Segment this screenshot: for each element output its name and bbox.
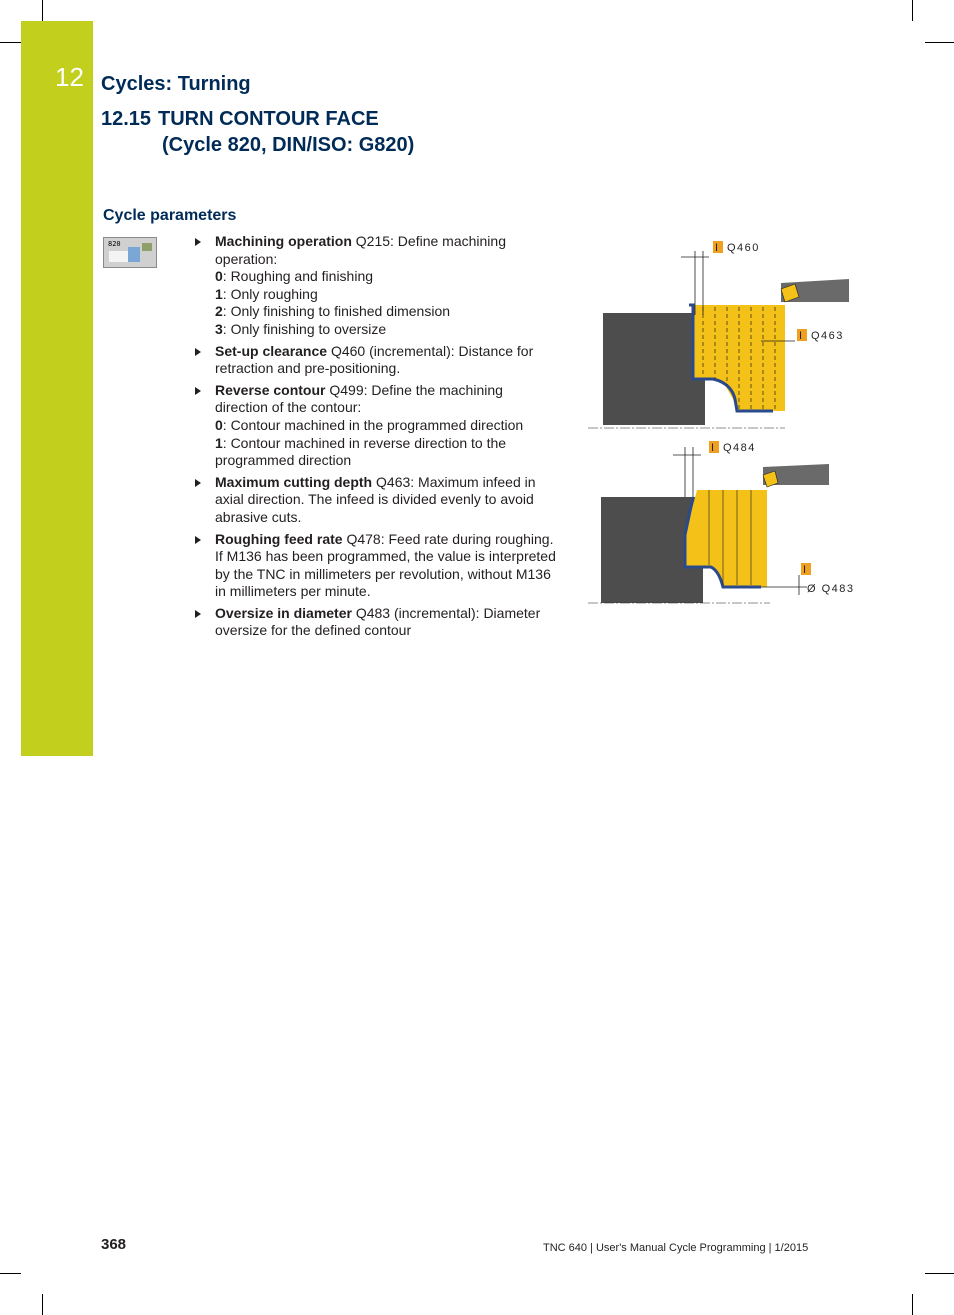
parameter-item [195, 382, 557, 470]
bullet-arrow-icon [195, 238, 201, 246]
parameter-description: Q483 (incremental): Diameter oversize for the defined contour [215, 604, 541, 639]
cycle-820-softkey-icon [103, 237, 157, 268]
footer-text: TNC 640 | User's Manual Cycle Programming | 1/2015 [543, 1242, 809, 1254]
lower-diagram [588, 441, 855, 603]
option-text: : Contour machined in reverse direction to the programmed direction [215, 434, 507, 469]
parameter-description: Q478: Feed rate during roughing. If M136 has been programmed, the value is interpreted by the TNC in millimeters per revolution, without M136 in millimeters per minute. [215, 530, 556, 600]
q463-label: Q463 [811, 330, 844, 342]
crop-mark [925, 1273, 954, 1274]
option-text: : Only finishing to finished dimension [222, 303, 451, 320]
bullet-arrow-icon [195, 536, 201, 544]
crop-mark [925, 42, 954, 43]
crop-mark [912, 0, 913, 21]
parameter-name: Machining operation [215, 233, 352, 249]
parameter-name: Maximum cutting depth [215, 473, 373, 490]
option-text: : Only finishing to oversize [222, 320, 387, 337]
softkey-label: 820 [108, 240, 121, 248]
q483-label: Ø Q483 [807, 583, 855, 595]
q460-label: Q460 [727, 242, 760, 254]
marker-i: I [715, 242, 720, 254]
parameter-name: Set-up clearance [215, 342, 328, 359]
chapter-number: 12 [55, 62, 84, 92]
bullet-arrow-icon [195, 348, 201, 356]
bullet-arrow-icon [195, 610, 201, 618]
parameter-item [195, 474, 557, 527]
cycle-parameters-heading: Cycle parameters [103, 207, 237, 224]
svg-text:I: I [799, 330, 804, 342]
parameter-option [215, 435, 557, 470]
parameter-description: Q460 (incremental): Distance for retraction and pre-positioning. [215, 342, 534, 377]
option-text: : Only roughing [222, 285, 318, 302]
q484-label: Q484 [723, 442, 756, 454]
crop-mark [0, 42, 21, 43]
option-code: 1 [215, 434, 223, 451]
upper-diagram [588, 241, 849, 428]
option-text: : Contour machined in the programmed direction [222, 416, 524, 433]
parameter-name: Oversize in diameter [215, 604, 352, 621]
bullet-arrow-icon [195, 479, 201, 487]
parameter-item [195, 343, 557, 378]
section-title [101, 106, 414, 158]
parameter-description: Q463: Maximum infeed in axial direction. The infeed is divided evenly to avoid abrasive cuts. [215, 473, 536, 525]
turning-contour-icon [104, 238, 156, 267]
crop-mark [42, 1294, 43, 1315]
page-number: 368 [101, 1236, 127, 1253]
parameter-item [195, 605, 557, 640]
crop-mark [912, 1294, 913, 1315]
option-text: : Roughing and finishing [222, 268, 374, 285]
svg-text:I: I [803, 564, 808, 576]
option-code: 2 [215, 303, 223, 320]
parameter-name: Roughing feed rate [215, 530, 343, 547]
parameter-description: Q499: Define the machining direction of the contour: [215, 381, 503, 416]
svg-text:I: I [711, 442, 716, 454]
section-title-line2: (Cycle 820, DIN/ISO: G820) [162, 134, 415, 156]
option-code: 0 [215, 268, 223, 285]
workpiece-block [603, 313, 705, 425]
parameter-name: Reverse contour [215, 381, 326, 398]
parameter-option [215, 417, 557, 435]
option-code: 0 [215, 416, 223, 433]
parameter-list [195, 233, 557, 644]
parameter-option [215, 321, 557, 339]
parameter-option [215, 286, 557, 304]
crop-mark [0, 1273, 21, 1274]
section-title-line1: TURN CONTOUR FACE [158, 108, 379, 130]
section-number: 12.15 [101, 108, 152, 130]
parameter-description: Q215: Define machining operation: [215, 233, 506, 267]
option-code: 3 [215, 320, 223, 337]
parameter-option [215, 268, 557, 286]
parameter-item [195, 233, 557, 339]
parameter-item [195, 531, 557, 601]
bullet-arrow-icon [195, 387, 201, 395]
parameter-option [215, 303, 557, 321]
option-code: 1 [215, 285, 223, 302]
turning-contour-figure [585, 235, 855, 635]
crop-mark [42, 0, 43, 21]
chapter-sidebar [21, 21, 93, 756]
chapter-title: Cycles: Turning [101, 73, 251, 95]
